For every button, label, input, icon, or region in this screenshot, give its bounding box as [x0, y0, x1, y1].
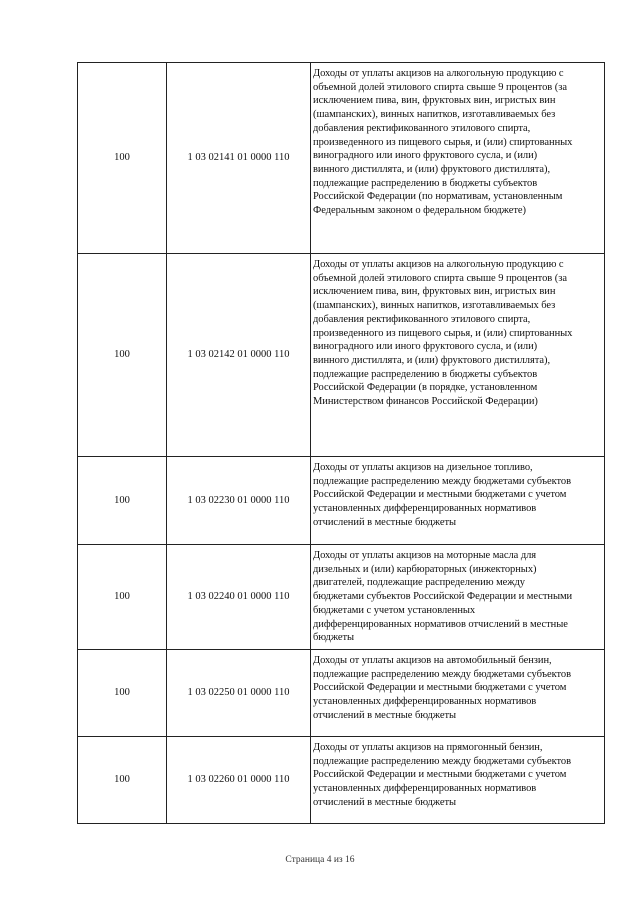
revenue-name-line: бюджеты — [313, 632, 355, 644]
revenue-name-line: Доходы от уплаты акцизов на алкогольную продукцию с — [313, 259, 564, 270]
revenue-name-line: Российской Федерации (по нормативам, установленным — [313, 191, 563, 203]
revenue-name-line: дифференцированных нормативов отчислений в местные — [313, 618, 568, 630]
revenue-name-line: винного дистиллята, и (или) фруктового дистиллята), — [313, 163, 551, 175]
revenue-name-line: объемной долей этилового спирта свыше 9 процентов (за — [313, 272, 567, 284]
revenue-name-line: установленных дифференцированных нормативов — [313, 783, 537, 795]
revenue-name-line: бюджетами с учетом установленных — [313, 604, 476, 616]
revenue-name-line: Министерством финансов Российской Федерации) — [313, 396, 538, 408]
revenue-name-line: двигателей, подлежащие распределению между — [313, 577, 525, 589]
revenue-name-text — [311, 63, 604, 221]
revenue-name-line: (шампанских), винных напитков, изготавливаемых без — [313, 300, 556, 312]
revenue-name-line: подлежащие распределению между бюджетами субъектов — [313, 475, 572, 487]
revenue-name-line: дизельных и (или) карбюраторных (инжекторных) — [313, 563, 537, 575]
revenue-name-line: добавления ректификованного этилового спирта, — [313, 122, 531, 134]
revenue-name-line: отчислений в местные бюджеты — [313, 516, 457, 528]
revenue-name-line: произведенного из пищевого сырья, и (или) спиртованных — [313, 136, 573, 148]
revenue-name-line: подлежащие распределению в бюджеты субъектов — [313, 177, 538, 189]
revenue-codes-table — [77, 62, 605, 824]
revenue-name-cell — [311, 650, 605, 737]
revenue-name-line: исключением пива, вин, фруктовых вин, игристых вин — [313, 95, 556, 107]
revenue-name-cell — [311, 457, 605, 545]
revenue-name-line: отчислений в местные бюджеты — [313, 709, 457, 721]
table-row — [78, 254, 605, 457]
table-row — [78, 457, 605, 545]
admin-code-cell: 100 — [78, 650, 167, 737]
admin-code-cell: 100 — [78, 545, 167, 650]
revenue-name-line: винного дистиллята, и (или) фруктового дистиллята), — [313, 354, 551, 366]
table-row — [78, 650, 605, 737]
admin-code-cell: 100 — [78, 457, 167, 545]
revenue-name-line: бюджетами субъектов Российской Федерации и местными — [313, 591, 573, 603]
revenue-name-line: Доходы от уплаты акцизов на алкогольную продукцию с — [313, 68, 564, 79]
revenue-name-cell — [311, 737, 605, 824]
revenue-name-text — [311, 545, 604, 648]
revenue-name-line: отчислений в местные бюджеты — [313, 796, 457, 808]
budget-code-cell: 1 03 02230 01 0000 110 — [167, 457, 311, 545]
revenue-name-cell — [311, 63, 605, 254]
revenue-name-line: Федеральным законом о федеральном бюджете) — [313, 205, 526, 217]
admin-code-cell: 100 — [78, 737, 167, 824]
revenue-name-line: подлежащие распределению между бюджетами субъектов — [313, 668, 572, 680]
revenue-name-cell — [311, 254, 605, 457]
revenue-name-line: Доходы от уплаты акцизов на дизельное топливо, — [313, 462, 533, 473]
revenue-name-cell — [311, 545, 605, 650]
budget-code-cell: 1 03 02240 01 0000 110 — [167, 545, 311, 650]
revenue-name-line: подлежащие распределению в бюджеты субъектов — [313, 368, 538, 380]
budget-code-cell: 1 03 02141 01 0000 110 — [167, 63, 311, 254]
table-row — [78, 545, 605, 650]
revenue-name-line: установленных дифференцированных нормативов — [313, 503, 537, 515]
revenue-name-text — [311, 737, 604, 813]
revenue-name-text — [311, 650, 604, 726]
admin-code-cell: 100 — [78, 63, 167, 254]
revenue-name-line: виноградного или иного фруктового сусла, и (или) — [313, 150, 538, 162]
revenue-name-line: Российской Федерации (в порядке, установленном — [313, 382, 538, 394]
revenue-name-text — [311, 254, 604, 412]
revenue-name-line: Доходы от уплаты акцизов на автомобильный бензин, — [313, 655, 552, 666]
budget-code-cell: 1 03 02142 01 0000 110 — [167, 254, 311, 457]
revenue-name-line: Доходы от уплаты акцизов на прямогонный бензин, — [313, 742, 543, 753]
revenue-name-line: (шампанских), винных напитков, изготавливаемых без — [313, 109, 556, 121]
budget-code-cell: 1 03 02250 01 0000 110 — [167, 650, 311, 737]
revenue-name-line: установленных дифференцированных нормативов — [313, 696, 537, 708]
revenue-name-line: объемной долей этилового спирта свыше 9 процентов (за — [313, 81, 567, 93]
revenue-name-line: Российской Федерации и местными бюджетами с учетом — [313, 769, 567, 781]
revenue-name-line: добавления ректификованного этилового спирта, — [313, 313, 531, 325]
revenue-name-line: Российской Федерации и местными бюджетами с учетом — [313, 489, 567, 501]
table-body — [78, 63, 605, 824]
revenue-name-line: исключением пива, вин, фруктовых вин, игристых вин — [313, 286, 556, 298]
budget-code-cell: 1 03 02260 01 0000 110 — [167, 737, 311, 824]
table-row — [78, 63, 605, 254]
page-number-footer: Страница 4 из 16 — [285, 855, 355, 865]
revenue-name-line: Доходы от уплаты акцизов на моторные масла для — [313, 550, 537, 561]
revenue-name-line: произведенного из пищевого сырья, и (или) спиртованных — [313, 327, 573, 339]
admin-code-cell: 100 — [78, 254, 167, 457]
revenue-name-text — [311, 457, 604, 533]
revenue-name-line: подлежащие распределению между бюджетами субъектов — [313, 755, 572, 767]
revenue-name-line: виноградного или иного фруктового сусла, и (или) — [313, 341, 538, 353]
revenue-name-line: Российской Федерации и местными бюджетами с учетом — [313, 682, 567, 694]
table-row — [78, 737, 605, 824]
